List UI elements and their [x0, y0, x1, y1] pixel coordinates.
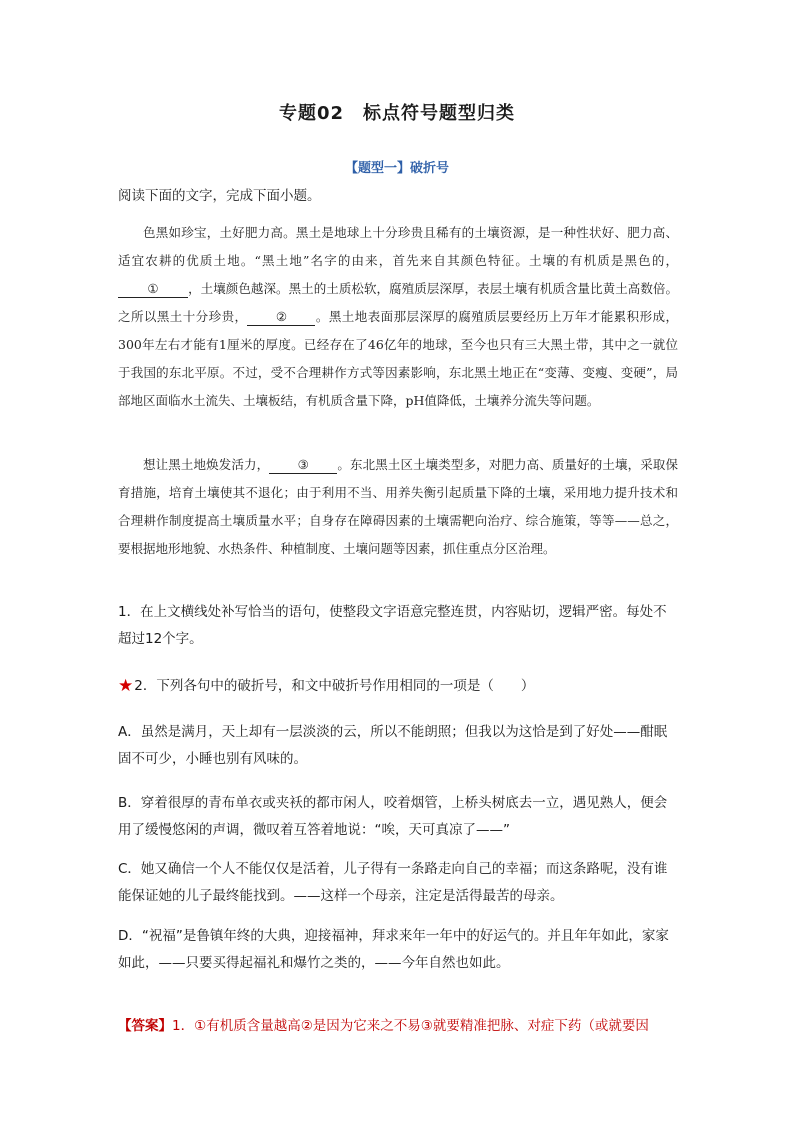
option-b: B．穿着很厚的青布单衣或夹袄的都市闲人，咬着烟管，上桥头树底去一立，遇见熟人，便会用了缓慢悠闲的声调，微叹着互答着地说：“唉，天可真凉了——”	[118, 795, 668, 838]
question-1: 1．在上文横线处补写恰当的语句，使整段文字语意完整连贯，内容贴切，逻辑严密。每处不超过12个字。	[118, 604, 667, 647]
passage-text: 色黑如珍宝，土好肥力高。黑土是地球上十分珍贵且稀有的土壤资源，是一种性状好、肥力高、适宜农耕的优质土地。“黑土地”名字的由来，首先来自其颜色特征。土壤的有机质是黑色的，	[118, 225, 678, 268]
answer-tag: 【答案】	[118, 1018, 172, 1034]
fill-blank-2: ②	[247, 309, 315, 326]
star-icon: ★	[118, 676, 134, 696]
passage-paragraph-1	[118, 219, 678, 415]
question-2	[118, 673, 678, 700]
option-d: D．“祝福”是鲁镇年终的大典，迎接福神，拜求来年一年中的好运气的。并且年年如此，家家如此，——只要买得起福礼和爆竹之类的，——今年自然也如此。	[118, 928, 669, 971]
answer-text: 1．①有机质含量越高②是因为它来之不易③就要精准把脉、对症下药（或就要因	[172, 1018, 649, 1034]
passage-text: 。东北黑土区土壤类型多，对肥力高、质量好的土壤，采取保育措施，培育土壤使其不退化；由于利用不当、用养失衡引起质量下降的土壤，采用地力提升技术和合理耕作制度提高土壤质量水平；自身存在障碍因素的土壤需靶向治疗、综合施策，等等——总之，要根据地形地貌、水热条件、种植制度、土壤问题等因素，抓住重点分区治理。	[118, 457, 678, 556]
option-a: A．虽然是满月，天上却有一层淡淡的云，所以不能朗照；但我以为这恰是到了好处——酣眠固不可少，小睡也别有风味的。	[118, 724, 668, 767]
passage-paragraph-2	[118, 451, 678, 563]
reading-instruction: 阅读下面的文字，完成下面小题。	[118, 188, 321, 204]
question-2-text: 2．下列各句中的破折号，和文中破折号作用相同的一项是（ ）	[134, 678, 535, 694]
passage-text: ，土壤颜色越深。黑土的土质松软，腐殖质层深厚，表层土壤有机质含量比黄土高数倍。之所以黑土十分珍贵，	[118, 281, 678, 324]
passage-text: 想让黑土地焕发活力，	[143, 457, 270, 472]
answer-line	[118, 1014, 698, 1034]
fill-blank-3: ③	[269, 457, 337, 474]
passage-text: 。黑土地表面那层深厚的腐殖质层要经历上万年才能累积形成，300年左右才能有1厘米的厚度。已经存在了46亿年的地球，至今也只有三大黑土带，其中之一就位于我国的东北平原。不过，受不合理耕作方式等因素影响，东北黑土地正在“变薄、变瘦、变硬”，局部地区面临水土流失、土壤板结，有机质含量下降，pH值降低，土壤养分流失等问题。	[118, 309, 678, 408]
fill-blank-1: ①	[118, 281, 188, 298]
page-title: 专题02 标点符号题型归类	[278, 103, 516, 124]
option-c: C．她又确信一个人不能仅仅是活着，儿子得有一条路走向自己的幸福；而这条路呢，没有谁能保证她的儿子最终能找到。——这样一个母亲，注定是活得最苦的母亲。	[118, 861, 668, 904]
section-heading: 【题型一】破折号	[344, 161, 449, 176]
